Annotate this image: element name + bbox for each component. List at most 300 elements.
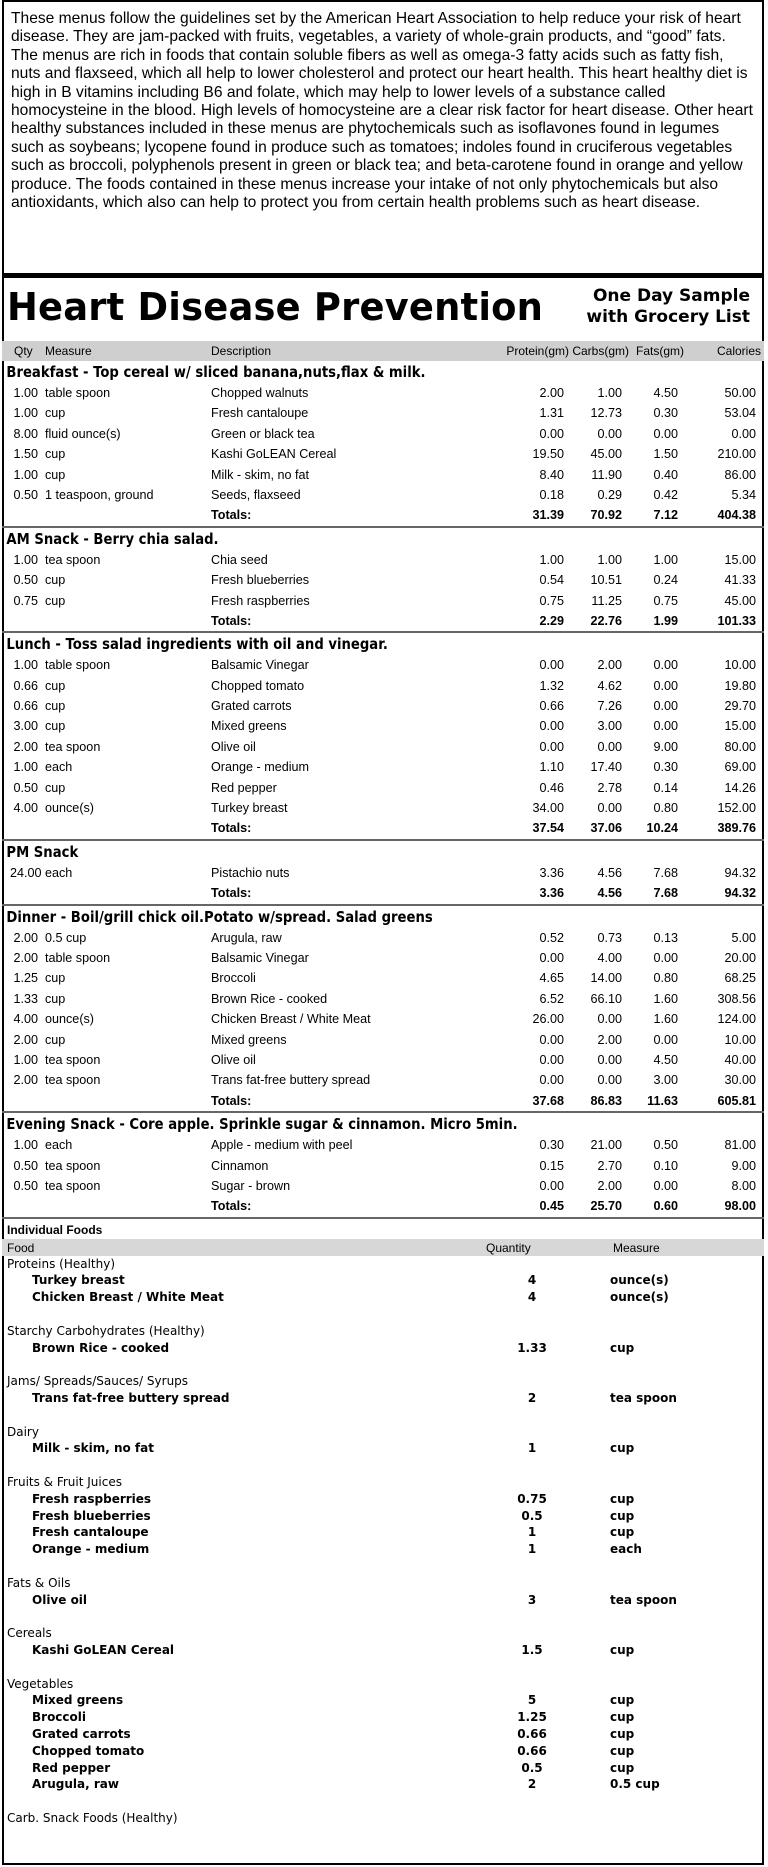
grocery-item-name: Chicken Breast / White Meat (32, 1290, 224, 1305)
food-carbs: 2.00 (597, 658, 622, 673)
food-description: Chopped walnuts (211, 386, 309, 400)
food-row (2, 550, 764, 570)
food-fats: 0.80 (653, 971, 678, 986)
food-calories: 5.34 (731, 487, 756, 502)
food-carbs: 7.26 (597, 699, 622, 714)
food-fats: 1.60 (653, 1012, 678, 1027)
food-protein: 0.46 (539, 780, 564, 795)
meal-title: Evening Snack - Core apple. Sprinkle sugar & cinnamon. Micro 5min. (6, 1115, 518, 1134)
grocery-item (2, 1776, 764, 1793)
grocery-item-measure: cup (610, 1340, 635, 1355)
food-qty: 2.00 (13, 739, 38, 754)
food-measure: ounce(s) (45, 801, 94, 816)
grocery-item-quantity: 1.33 (517, 1340, 547, 1355)
food-calories: 68.25 (724, 971, 756, 986)
grocery-item-measure: tea spoon (610, 1391, 677, 1406)
total-carbs: 86.83 (590, 1093, 622, 1108)
col-qty: Qty (14, 344, 33, 358)
category-spacer (2, 1356, 764, 1373)
grocery-item-name: Orange - medium (32, 1542, 150, 1557)
food-row (2, 403, 764, 423)
food-protein: 0.54 (539, 573, 564, 588)
food-measure: each (45, 865, 73, 880)
grocery-item-measure: ounce(s) (610, 1273, 669, 1288)
food-protein: 0.00 (539, 1073, 564, 1088)
food-fats: 0.00 (653, 678, 678, 693)
food-measure: cup (45, 447, 66, 462)
grocery-item-name: Milk - skim, no fat (32, 1441, 154, 1456)
totals-label: Totals: (211, 821, 252, 836)
food-calories: 29.70 (724, 699, 756, 714)
food-qty: 2.00 (13, 950, 38, 965)
grocery-item-quantity: 1 (527, 1441, 537, 1456)
meal-block (2, 528, 764, 634)
food-protein: 0.18 (539, 487, 564, 502)
grocery-item (2, 1692, 764, 1709)
totals-row (2, 1196, 764, 1216)
food-calories: 10.00 (724, 1032, 756, 1047)
grocery-item (2, 1524, 764, 1541)
grocery-item-measure: cup (610, 1508, 635, 1523)
grocery-item-measure: cup (610, 1760, 635, 1775)
food-carbs: 11.90 (591, 467, 622, 482)
grocery-item-quantity: 4 (527, 1290, 537, 1305)
food-protein: 0.00 (539, 1052, 564, 1067)
food-measure: tea spoon (45, 1052, 101, 1067)
food-row (2, 696, 764, 716)
total-calories: 101.33 (717, 613, 756, 628)
food-row (2, 591, 764, 611)
grocery-item-quantity: 1.25 (517, 1710, 547, 1725)
food-row (2, 1156, 764, 1176)
food-row (2, 737, 764, 757)
food-protein: 0.75 (539, 593, 564, 608)
food-qty: 1.50 (13, 447, 38, 462)
food-qty: 3.00 (13, 719, 38, 734)
total-calories: 404.38 (717, 508, 756, 523)
food-measure: tea spoon (45, 1158, 101, 1173)
food-measure: cup (45, 678, 66, 693)
food-description: Mixed greens (211, 1032, 287, 1047)
food-carbs: 2.78 (597, 780, 622, 795)
grocery-item-name: Grated carrots (32, 1726, 131, 1741)
grocery-item (2, 1743, 764, 1760)
food-fats: 1.50 (653, 447, 678, 462)
food-qty: 0.50 (13, 1158, 38, 1173)
food-fats: 0.30 (653, 406, 678, 421)
food-measure: cup (45, 1032, 66, 1047)
grocery-item-measure: each (610, 1542, 642, 1557)
food-qty: 1.33 (13, 991, 38, 1006)
total-carbs: 37.06 (590, 821, 622, 836)
meal-title: Breakfast - Top cereal w/ sliced banana,nuts,flax & milk. (6, 363, 426, 381)
grocery-item (2, 1709, 764, 1726)
food-protein: 19.50 (532, 447, 564, 462)
grocery-item-measure: cup (610, 1743, 635, 1758)
grocery-item-name: Brown Rice - cooked (32, 1340, 170, 1355)
col-protein: Protein(gm) (506, 344, 569, 358)
food-carbs: 4.56 (597, 865, 622, 880)
menu-section (2, 276, 764, 1827)
food-description: Seeds, flaxseed (211, 487, 301, 502)
food-row (2, 968, 764, 988)
total-fats: 10.24 (646, 821, 678, 836)
food-carbs: 4.00 (597, 950, 622, 965)
grocery-item-name: Red pepper (32, 1760, 111, 1775)
food-fats: 0.40 (653, 467, 678, 482)
total-calories: 605.81 (717, 1093, 756, 1108)
grocery-category: Jams/ Spreads/Sauces/ Syrups (7, 1374, 189, 1389)
food-description: Kashi GoLEAN Cereal (211, 447, 337, 462)
food-description: Chopped tomato (211, 678, 305, 693)
food-fats: 4.50 (653, 1052, 678, 1067)
food-row (2, 485, 764, 505)
food-calories: 8.00 (731, 1178, 756, 1193)
food-row (2, 1030, 764, 1050)
category-spacer (2, 1558, 764, 1575)
food-carbs: 0.73 (597, 930, 622, 945)
grocery-col-food: Food (7, 1240, 35, 1255)
grocery-item-name: Mixed greens (32, 1693, 124, 1708)
total-fats: 7.68 (653, 886, 678, 901)
col-calories: Calories (716, 344, 761, 358)
food-qty: 1.25 (13, 971, 38, 986)
food-row (2, 1050, 764, 1070)
totals-row (2, 505, 764, 525)
food-fats: 0.00 (653, 950, 678, 965)
food-qty: 2.00 (13, 930, 38, 945)
food-qty: 1.00 (13, 1138, 38, 1153)
food-protein: 1.00 (539, 552, 564, 567)
food-fats: 0.00 (653, 658, 678, 673)
food-calories: 152.00 (717, 801, 756, 816)
food-protein: 1.10 (539, 760, 564, 775)
food-calories: 81.00 (724, 1138, 756, 1153)
food-protein: 3.36 (539, 865, 564, 880)
food-protein: 1.32 (539, 678, 564, 693)
food-description: Pistachio nuts (211, 865, 290, 880)
food-qty: 8.00 (13, 426, 38, 441)
food-calories: 9.00 (731, 1158, 756, 1173)
grocery-item-measure: cup (610, 1693, 635, 1708)
grocery-category: Vegetables (7, 1676, 74, 1691)
category-spacer (2, 1659, 764, 1676)
total-fats: 11.63 (647, 1093, 678, 1108)
grocery-item-name: Olive oil (32, 1592, 88, 1607)
food-calories: 80.00 (724, 739, 756, 754)
total-carbs: 25.70 (590, 1199, 622, 1214)
food-description: Arugula, raw (211, 930, 282, 945)
grocery-item-measure: cup (610, 1525, 635, 1540)
food-measure: cup (45, 573, 66, 588)
grocery-item-quantity: 4 (527, 1273, 537, 1288)
totals-row (2, 883, 764, 903)
food-row (2, 570, 764, 590)
food-fats: 0.42 (653, 487, 678, 502)
column-header-row (2, 341, 764, 361)
food-qty: 1.00 (13, 552, 38, 567)
food-row (2, 383, 764, 403)
food-protein: 26.00 (532, 1012, 564, 1027)
total-protein: 31.39 (532, 508, 564, 523)
food-measure: cup (45, 991, 66, 1006)
total-protein: 37.68 (532, 1093, 564, 1108)
grocery-item-quantity: 2 (527, 1777, 537, 1792)
food-description: Balsamic Vinegar (211, 658, 309, 673)
food-fats: 0.00 (653, 426, 678, 441)
food-measure: each (45, 760, 73, 775)
grocery-category: Fats & Oils (7, 1575, 71, 1590)
total-fats: 7.12 (653, 508, 678, 523)
total-fats: 1.99 (653, 613, 678, 628)
col-measure: Measure (45, 344, 92, 358)
food-measure: table spoon (45, 950, 111, 965)
food-description: Broccoli (211, 971, 256, 986)
food-calories: 124.00 (717, 1012, 756, 1027)
food-qty: 0.50 (13, 1178, 38, 1193)
food-measure: tea spoon (45, 1073, 101, 1088)
food-protein: 1.31 (539, 406, 564, 421)
food-fats: 0.24 (653, 573, 678, 588)
food-row (2, 444, 764, 464)
food-calories: 15.00 (724, 552, 756, 567)
intro-paragraph: These menus follow the guidelines set by the American Heart Association to help reduce your risk of heart disease. They are jam-packed with fruits, vegetables, a variety of whole-grain products, and “good” fats. The menus are rich in foods that contain soluble fibers as well as omega-3 fatty acids such as fatty fish, nuts and flaxseed, which all help to lower cholesterol and protect our heart health. This heart healthy diet is high in B vitamins including B6 and folate, which may help to lower levels of a substance called homocysteine in the blood. High levels of homocysteine are a clear risk factor for heart disease. Other heart healthy substances included in these menus are phytochemicals such as isoflavones found in legumes such as soybeans; lycopene found in produce such as tomatoes; indoles found in cruciferous vegetables such as broccoli, polyphenols present in green or black tea; and beta-carotene found in orange and yellow produce. The foods contained in these menus increase your intake of not only phytochemicals but also antioxidants, which also can help to protect you from certain health problems such as heart disease. (2, 0, 764, 276)
totals-label: Totals: (211, 1093, 252, 1108)
food-row (2, 798, 764, 818)
total-carbs: 4.56 (597, 886, 622, 901)
food-protein: 0.00 (539, 1178, 564, 1193)
totals-row (2, 818, 764, 838)
food-calories: 14.26 (724, 780, 756, 795)
grocery-item-quantity: 5 (527, 1693, 537, 1708)
grocery-item (2, 1760, 764, 1777)
food-qty: 1.00 (13, 467, 38, 482)
food-row (2, 778, 764, 798)
food-row (2, 948, 764, 968)
food-carbs: 11.25 (591, 593, 622, 608)
food-measure: cup (45, 406, 66, 421)
food-calories: 40.00 (724, 1052, 756, 1067)
category-spacer (2, 1793, 764, 1810)
total-protein: 0.45 (539, 1199, 564, 1214)
food-fats: 9.00 (653, 739, 678, 754)
grocery-col-quantity: Quantity (486, 1240, 531, 1255)
grocery-item-measure: cup (610, 1726, 635, 1741)
food-row (2, 465, 764, 485)
grocery-item-measure: ounce(s) (610, 1290, 669, 1305)
grocery-category: Proteins (Healthy) (7, 1256, 115, 1271)
food-carbs: 1.00 (597, 552, 622, 567)
food-carbs: 2.00 (597, 1032, 622, 1047)
food-protein: 0.00 (539, 739, 564, 754)
grocery-col-measure: Measure (613, 1240, 660, 1255)
category-spacer (2, 1407, 764, 1424)
meal-title: Lunch - Toss salad ingredients with oil and vinegar. (6, 635, 388, 654)
food-calories: 20.00 (724, 950, 756, 965)
grocery-list (2, 1219, 764, 1827)
food-calories: 50.00 (724, 386, 756, 400)
grocery-item-quantity: 0.5 (521, 1760, 543, 1775)
food-row (2, 757, 764, 777)
grocery-item (2, 1289, 764, 1306)
meal-block (2, 361, 764, 528)
grocery-item (2, 1491, 764, 1508)
total-calories: 98.00 (724, 1199, 756, 1214)
food-row (2, 863, 764, 883)
grocery-item-quantity: 1 (527, 1525, 537, 1540)
food-row (2, 989, 764, 1009)
grocery-item (2, 1726, 764, 1743)
food-row (2, 424, 764, 444)
food-fats: 0.50 (653, 1138, 678, 1153)
food-description: Turkey breast (211, 801, 288, 816)
food-description: Milk - skim, no fat (211, 467, 309, 482)
food-qty: 0.66 (13, 699, 38, 714)
meal-title: Dinner - Boil/grill chick oil.Potato w/spread. Salad greens (6, 907, 433, 926)
grocery-item (2, 1340, 764, 1357)
grocery-item-quantity: 1 (527, 1542, 537, 1557)
food-description: Cinnamon (211, 1158, 269, 1173)
grocery-category: Fruits & Fruit Juices (7, 1475, 122, 1490)
food-fats: 1.00 (653, 552, 678, 567)
menu-header (2, 276, 764, 341)
food-fats: 0.30 (653, 760, 678, 775)
category-spacer (2, 1608, 764, 1625)
food-qty: 0.50 (13, 780, 38, 795)
food-fats: 0.14 (653, 780, 678, 795)
grocery-item-name: Turkey breast (32, 1273, 125, 1288)
food-description: Apple - medium with peel (211, 1138, 353, 1153)
food-calories: 15.00 (724, 719, 756, 734)
meal-title: AM Snack - Berry chia salad. (6, 529, 219, 548)
food-measure: 0.5 cup (45, 930, 87, 945)
food-row (2, 676, 764, 696)
food-calories: 45.00 (724, 593, 756, 608)
food-calories: 210.00 (717, 447, 756, 462)
totals-label: Totals: (211, 508, 252, 523)
meal-block (2, 906, 764, 1114)
food-calories: 19.80 (724, 678, 756, 693)
food-row (2, 1176, 764, 1196)
col-description: Description (211, 344, 272, 358)
food-carbs: 0.00 (597, 739, 622, 754)
total-carbs: 22.76 (590, 613, 622, 628)
food-fats: 0.00 (653, 1032, 678, 1047)
food-qty: 1.00 (13, 406, 38, 421)
food-carbs: 0.00 (597, 1012, 622, 1027)
food-carbs: 3.00 (597, 719, 622, 734)
total-protein: 37.54 (532, 821, 564, 836)
food-fats: 0.10 (653, 1158, 678, 1173)
food-description: Grated carrots (211, 699, 292, 714)
food-fats: 0.00 (653, 699, 678, 714)
food-carbs: 4.62 (597, 678, 622, 693)
category-spacer (2, 1306, 764, 1323)
food-calories: 86.00 (724, 467, 756, 482)
food-measure: ounce(s) (45, 1012, 94, 1027)
grocery-item-quantity: 0.66 (517, 1726, 547, 1741)
food-description: Trans fat-free buttery spread (211, 1073, 371, 1088)
food-carbs: 0.00 (597, 1052, 622, 1067)
food-carbs: 12.73 (590, 406, 622, 421)
totals-label: Totals: (211, 613, 252, 628)
food-carbs: 2.70 (597, 1158, 622, 1173)
totals-label: Totals: (211, 1199, 252, 1214)
food-row (2, 928, 764, 948)
food-qty: 1.00 (13, 1052, 38, 1067)
grocery-item-quantity: 1.5 (521, 1643, 543, 1657)
food-protein: 0.00 (539, 950, 564, 965)
meals-list (2, 361, 764, 1219)
grocery-heading: Individual Foods (7, 1222, 103, 1237)
food-qty: 0.50 (13, 573, 38, 588)
food-qty: 24.00 (10, 865, 42, 880)
food-calories: 5.00 (731, 930, 756, 945)
food-protein: 0.00 (539, 1032, 564, 1047)
grocery-categories (2, 1256, 764, 1827)
grocery-item-name: Arugula, raw (32, 1777, 119, 1792)
grocery-item-name: Fresh cantaloupe (32, 1525, 149, 1540)
food-measure: cup (45, 699, 66, 714)
food-protein: 0.00 (539, 426, 564, 441)
food-measure: 1 teaspoon, ground (45, 487, 154, 502)
total-carbs: 70.92 (590, 508, 622, 523)
food-description: Olive oil (211, 1052, 256, 1067)
totals-row (2, 611, 764, 631)
food-carbs: 0.29 (597, 487, 622, 502)
grocery-item-measure: cup (610, 1643, 635, 1657)
grocery-category: Cereals (7, 1626, 52, 1641)
food-qty: 2.00 (13, 1073, 38, 1088)
food-protein: 0.00 (539, 658, 564, 673)
grocery-category: Dairy (7, 1424, 39, 1439)
grocery-item-measure: cup (610, 1710, 635, 1725)
food-carbs: 45.00 (590, 447, 622, 462)
grocery-item (2, 1541, 764, 1558)
food-measure: cup (45, 971, 66, 986)
food-carbs: 14.00 (590, 971, 622, 986)
food-measure: table spoon (45, 386, 111, 400)
food-measure: cup (45, 467, 66, 482)
col-fats: Fats(gm) (636, 344, 684, 358)
food-carbs: 1.00 (597, 386, 622, 400)
food-qty: 4.00 (13, 801, 38, 816)
food-fats: 0.00 (653, 719, 678, 734)
food-protein: 34.00 (532, 801, 564, 816)
food-description: Orange - medium (211, 760, 309, 775)
grocery-item-name: Broccoli (32, 1710, 87, 1725)
food-protein: 2.00 (539, 386, 564, 400)
food-calories: 69.00 (724, 760, 756, 775)
food-carbs: 0.00 (597, 1073, 622, 1088)
food-protein: 0.15 (539, 1158, 564, 1173)
food-fats: 4.50 (653, 386, 678, 400)
grocery-item (2, 1272, 764, 1289)
food-fats: 0.13 (653, 930, 678, 945)
food-protein: 0.30 (539, 1138, 564, 1153)
grocery-item (2, 1390, 764, 1407)
food-carbs: 0.00 (597, 801, 622, 816)
grocery-item-quantity: 0.75 (517, 1491, 547, 1506)
page-title: Heart Disease Prevention (7, 285, 544, 329)
food-description: Fresh cantaloupe (211, 406, 309, 421)
total-calories: 94.32 (724, 886, 756, 901)
food-calories: 308.56 (717, 991, 756, 1006)
grocery-item-measure: tea spoon (610, 1592, 677, 1607)
food-measure: tea spoon (45, 1178, 101, 1193)
food-qty: 1.00 (13, 760, 38, 775)
food-description: Fresh blueberries (211, 573, 309, 588)
